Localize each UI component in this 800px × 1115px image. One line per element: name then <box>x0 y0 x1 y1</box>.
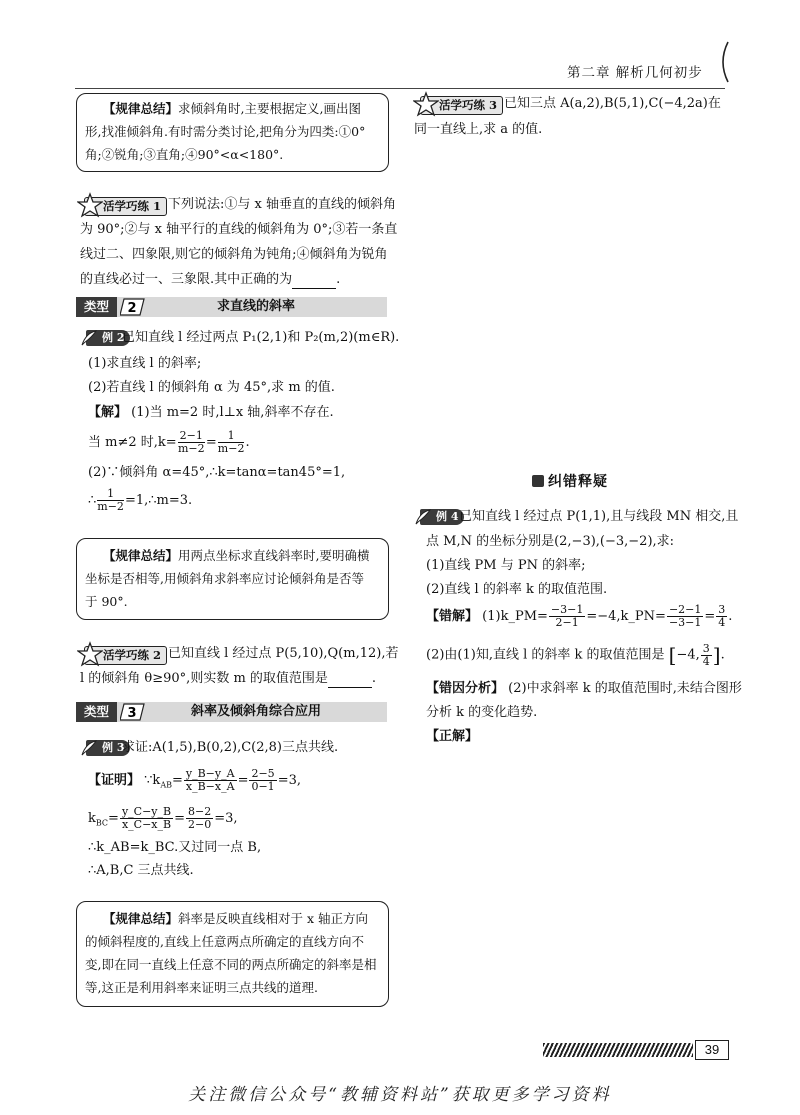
error-analysis-text: (2)中求斜率 k 的取值范围时,未结合图形 <box>508 681 742 696</box>
correct-solution-label: 【正解】 <box>426 729 479 744</box>
example-badge-4: 例 4 <box>420 509 464 525</box>
type-title: 斜率及倾斜角综合应用 <box>191 704 322 719</box>
practice-3-text: 同一直线上,求 a 的值. <box>414 122 543 137</box>
practice-badge-1: 活学巧练 1 <box>84 197 167 216</box>
practice-1-text: 线过二、四象限,则它的倾斜角为钝角;④倾斜角为锐角 <box>80 247 388 262</box>
type-tag: 类型 <box>76 702 117 722</box>
example-2-question: (2)若直线 l 的倾斜角 α 为 45°,求 m 的值. <box>88 380 335 395</box>
example-badge-3: 例 3 <box>86 740 130 756</box>
practice-1-text: 为 90°;②与 x 轴平行的直线的倾斜角为 0°;③若一条直 <box>80 222 398 237</box>
example-2-question: (1)求直线 l 的斜率; <box>88 356 202 371</box>
section-heading-error-correction: 纠错释疑 <box>532 471 608 491</box>
type-tag: 类型 <box>76 297 117 317</box>
fraction: $\frac{y\_B-y\_A}{x\_B-x\_A}$ <box>185 767 235 793</box>
practice-3-text: 已知三点 A(a,2),B(5,1),C(−4,2a)在 <box>504 96 721 111</box>
fraction: $\frac{1}{m-2}$ <box>97 487 124 513</box>
example-4-question: (1)直线 PM 与 PN 的斜率; <box>426 558 586 573</box>
fraction: $\frac{2-1}{m-2}$ <box>177 429 205 455</box>
example-4-question: 点 M,N 的坐标分别是(2,−3),(−3,−2),求: <box>426 534 675 549</box>
decorative-hatch <box>543 1043 693 1057</box>
type-2-bar <box>76 297 387 317</box>
type-number: 2 <box>127 301 137 316</box>
rule-summary-box-3: 【规律总结】斜率是反映直线相对于 x 轴正方向 的倾斜程度的,直线上任意两点所确定的直线方向不 变,即在同一直线上任意不同的两点所确定的斜率是相 等,这正是利用斜率来证明三点共线的道理. <box>76 901 389 1007</box>
type-3-bar <box>76 702 387 722</box>
footer-note: 关注微信公众号“教辅资料站”获取更多学习资料 <box>188 1085 612 1105</box>
error-analysis-label: 【错因分析】 <box>426 681 505 696</box>
type-number-badge <box>120 298 146 316</box>
answer-blank[interactable] <box>292 276 336 289</box>
rule-summary-text: 求倾斜角时,主要根据定义,画出图 <box>178 101 361 116</box>
practice-1-text: 下列说法:①与 x 轴垂直的直线的倾斜角 <box>168 197 396 212</box>
answer-blank[interactable] <box>328 675 372 688</box>
star-icon <box>77 641 103 667</box>
chapter-title: 第二章 解析几何初步 <box>567 65 703 81</box>
star-icon <box>77 192 103 218</box>
example-4-question: 已知直线 l 经过点 P(1,1),且与线段 MN 相交,且 <box>459 509 739 524</box>
proof-label: 【证明】 <box>88 773 141 788</box>
practice-badge-3: 活学巧练 3 <box>420 96 503 115</box>
error-analysis-text: 分析 k 的变化趋势. <box>426 705 538 720</box>
example-2-question: 已知直线 l 经过两点 P₁(2,1)和 P₂(m,2)(m∈R). <box>122 330 400 345</box>
fraction: $\frac{8-2}{2-0}$ <box>188 805 212 831</box>
decorative-bracket <box>714 40 734 84</box>
practice-2-text: l 的倾斜角 θ≥90°,则实数 m 的取值范围是 <box>80 671 328 686</box>
proof-text: ∴k_AB=k_BC.又过同一点 B, <box>88 840 262 855</box>
quill-icon <box>80 739 98 757</box>
type-number-badge <box>120 703 146 721</box>
quill-icon <box>80 329 98 347</box>
example-4-question: (2)直线 l 的斜率 k 的取值范围. <box>426 582 608 597</box>
fraction: $\frac{-2-1}{-3-1}$ <box>668 603 702 629</box>
fraction: $\frac{-3-1}{2-1}$ <box>550 603 584 629</box>
fraction: $\frac{2-5}{0-1}$ <box>251 767 275 793</box>
solution-text: (1)当 m=2 时,l⊥x 轴,斜率不存在. <box>131 405 334 420</box>
example-3-question: 求证:A(1,5),B(0,2),C(2,8)三点共线. <box>122 740 339 755</box>
header-rule <box>75 88 725 89</box>
rule-summary-box-1 <box>76 93 389 172</box>
example-badge-2: 例 2 <box>86 330 130 346</box>
proof-text: ∴A,B,C 三点共线. <box>88 863 194 878</box>
section-icon <box>532 475 544 487</box>
rule-summary-label: 【规律总结】 <box>103 101 179 116</box>
type-title: 求直线的斜率 <box>217 299 296 314</box>
rule-summary-text: 形,找准倾斜角.有时需分类讨论,把角分为四类:①0° <box>85 124 366 139</box>
fraction: $\frac{1}{m-2}$ <box>217 429 245 455</box>
quill-icon <box>414 508 432 526</box>
practice-1-text: 的直线必过一、三象限.其中正确的为 <box>80 272 293 287</box>
practice-2-text: 已知直线 l 经过点 P(5,10),Q(m,12),若 <box>168 646 399 661</box>
solution-label: 【解】 <box>88 405 128 420</box>
fraction: $\frac{y\_C-y\_B}{x\_C-x\_B}$ <box>121 805 172 831</box>
page-number: 39 <box>695 1040 729 1060</box>
type-number: 3 <box>127 706 137 721</box>
solution-text: (2)∵倾斜角 α=45°,∴k=tanα=tan45°=1, <box>88 465 346 480</box>
wrong-solution-label: 【错解】 <box>426 609 479 624</box>
star-icon <box>413 91 439 117</box>
rule-summary-text: 角;②锐角;③直角;④90°<α<180°. <box>85 147 284 162</box>
practice-badge-2: 活学巧练 2 <box>84 646 167 665</box>
fraction: $\frac{3}{4}$ <box>702 641 710 668</box>
rule-summary-box-2: 【规律总结】用两点坐标求直线斜率时,要明确横 坐标是否相等,用倾斜角求斜率应讨论倾斜角是否等 于 90°. <box>76 538 389 620</box>
fraction: $\frac{3}{4}$ <box>718 603 726 629</box>
